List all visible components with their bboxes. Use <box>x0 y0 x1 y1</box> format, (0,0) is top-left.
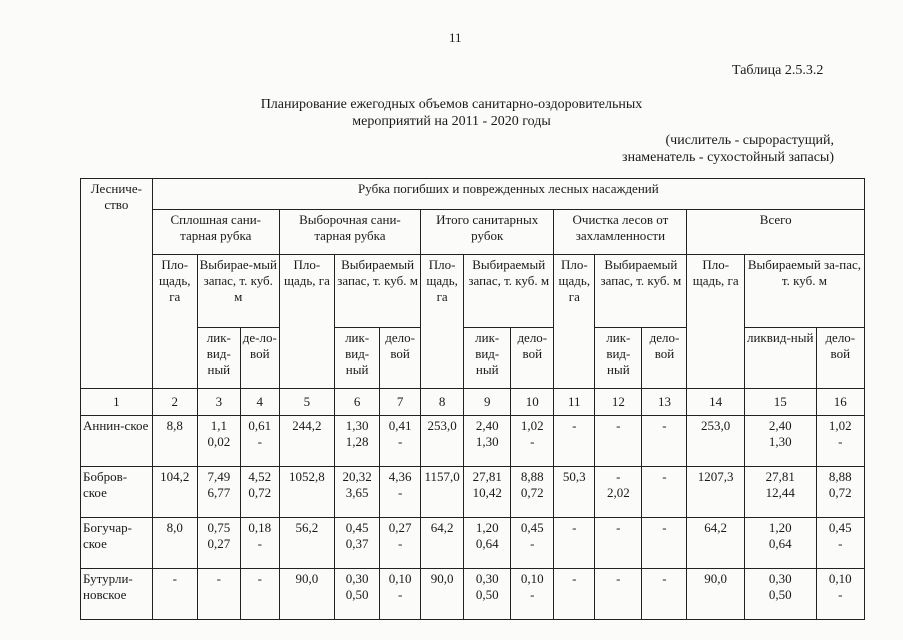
table-cell-col-16 <box>816 518 864 569</box>
fraction-value <box>248 520 271 552</box>
header-area-1: Пло-щадь, га <box>152 255 197 389</box>
denominator-value: 0,72 <box>248 485 272 500</box>
numerator-value: 8,88 <box>520 469 544 484</box>
table-cell-col-8: 64,2 <box>421 518 464 569</box>
column-number-14: 14 <box>687 389 744 416</box>
fraction-value <box>829 418 852 450</box>
denominator-value: 0,27 <box>207 536 231 551</box>
fraction-value <box>607 469 630 501</box>
fraction-value <box>207 418 230 450</box>
denominator-value: 0,50 <box>475 587 499 602</box>
table-row <box>81 569 865 620</box>
header-liquid-5: ликвид-ный <box>744 328 816 389</box>
table-cell-col-6 <box>335 467 380 518</box>
fraction-value <box>342 469 371 501</box>
numerator-value: 0,41 <box>388 418 412 433</box>
column-number-10: 10 <box>511 389 554 416</box>
denominator-value: - <box>397 587 403 602</box>
table-row <box>81 518 865 569</box>
column-number-1: 1 <box>81 389 153 416</box>
table-cell-col-16 <box>816 467 864 518</box>
column-number-3: 3 <box>197 389 240 416</box>
denominator-value: 0,72 <box>828 485 852 500</box>
table-cell-col-13: - <box>642 569 687 620</box>
header-main-group: Рубка погибших и поврежденных лесных насаждений <box>152 179 864 210</box>
header-business-4: дело-вой <box>642 328 687 389</box>
denominator-value: - <box>530 587 535 602</box>
numerator-value: 4,36 <box>388 469 412 484</box>
denominator-value: 10,42 <box>472 485 502 500</box>
header-forestry: Лесниче-ство <box>81 179 153 389</box>
column-number-4: 4 <box>240 389 279 416</box>
column-number-16: 16 <box>816 389 864 416</box>
fraction-value <box>769 571 792 603</box>
table-cell-col-15 <box>744 467 816 518</box>
numerator-value: 1,20 <box>768 520 792 535</box>
table-cell-col-8: 1157,0 <box>421 467 464 518</box>
numerator-value: - <box>616 469 621 484</box>
table-cell-col-10 <box>511 569 554 620</box>
denominator-value: - <box>257 434 262 449</box>
table-cell-col-8: 90,0 <box>421 569 464 620</box>
table-cell-col-4: - <box>240 569 279 620</box>
table-cell-col-15 <box>744 518 816 569</box>
table-note <box>622 132 834 166</box>
table-cell-col-13: - <box>642 518 687 569</box>
header-area-3: Пло-щадь, га <box>421 255 464 389</box>
header-group-5: Всего <box>687 210 865 255</box>
table-cell-col-12 <box>595 467 642 518</box>
forestry-name: Бобров-ское <box>81 467 153 518</box>
table-cell-col-4 <box>240 416 279 467</box>
denominator-value: - <box>397 536 403 551</box>
table-cell-col-10 <box>511 518 554 569</box>
fraction-value <box>769 520 792 552</box>
fraction-value <box>389 418 412 450</box>
column-number-12: 12 <box>595 389 642 416</box>
header-area-4: Пло-щадь, га <box>554 255 595 389</box>
column-number-7: 7 <box>380 389 421 416</box>
denominator-value: - <box>530 536 535 551</box>
numerator-value: 0,30 <box>475 571 499 586</box>
header-stock-4: Выбираемый запас, т. куб. м <box>595 255 687 328</box>
denominator-value: 0,64 <box>768 536 792 551</box>
table-cell-col-3: - <box>197 569 240 620</box>
fraction-value <box>389 469 412 501</box>
header-liquid-2: лик-вид-ный <box>335 328 380 389</box>
numerator-value: 0,10 <box>828 571 852 586</box>
denominator-value: - <box>530 434 535 449</box>
table-cell-col-11: - <box>554 569 595 620</box>
forestry-name: Богучар-ское <box>81 518 153 569</box>
table-cell-col-7 <box>380 416 421 467</box>
table-cell-col-6 <box>335 569 380 620</box>
table-cell-col-12: - <box>595 518 642 569</box>
table-row <box>81 467 865 518</box>
table-cell-col-10 <box>511 416 554 467</box>
table-cell-col-4 <box>240 467 279 518</box>
fraction-value <box>766 469 795 501</box>
fraction-value <box>829 571 852 603</box>
denominator-value: 6,77 <box>207 485 231 500</box>
numerator-value: 7,49 <box>207 469 231 484</box>
denominator-value: 0,37 <box>345 536 369 551</box>
forestry-name: Бутурли-новское <box>81 569 153 620</box>
denominator-value: 0,50 <box>768 587 792 602</box>
table-cell-col-10 <box>511 467 554 518</box>
numerator-value: 0,45 <box>828 520 852 535</box>
header-group-1: Сплошная сани-тарная рубка <box>152 210 279 255</box>
denominator-value: - <box>838 536 843 551</box>
fraction-value <box>346 520 369 552</box>
table-cell-col-7 <box>380 569 421 620</box>
page-number: 11 <box>449 30 462 45</box>
table-cell-col-13: - <box>642 416 687 467</box>
header-liquid-1: лик-вид-ный <box>197 328 240 389</box>
table-cell-col-6 <box>335 416 380 467</box>
numerator-value: 0,30 <box>345 571 369 586</box>
note-line-1: (числитель - сырорастущий, <box>665 133 834 148</box>
header-area-2: Пло-щадь, га <box>279 255 334 389</box>
numerator-value: 0,18 <box>248 520 272 535</box>
column-number-row <box>81 389 865 416</box>
table-cell-col-5: 1052,8 <box>279 467 334 518</box>
numerator-value: 1,1 <box>210 418 227 433</box>
numerator-value: 1,02 <box>520 418 544 433</box>
fraction-value <box>346 418 369 450</box>
table-cell-col-2: 104,2 <box>152 467 197 518</box>
table-cell-col-15 <box>744 569 816 620</box>
numerator-value: 27,81 <box>765 469 795 484</box>
table-cell-col-2: - <box>152 569 197 620</box>
denominator-value: 3,65 <box>345 485 369 500</box>
table-cell-col-5: 56,2 <box>279 518 334 569</box>
table-cell-col-9 <box>464 467 511 518</box>
table-cell-col-15 <box>744 416 816 467</box>
header-stock-5: Выбираемый за-пас, т. куб. м <box>744 255 864 328</box>
numerator-value: 4,52 <box>248 469 272 484</box>
table-cell-col-14: 90,0 <box>687 569 744 620</box>
table-cell-col-14: 1207,3 <box>687 467 744 518</box>
header-business-1: де-ло-вой <box>240 328 279 389</box>
column-number-8: 8 <box>421 389 464 416</box>
fraction-value <box>476 418 499 450</box>
fraction-value <box>521 520 544 552</box>
header-group-4: Очистка лесов от захламленности <box>554 210 687 255</box>
column-number-13: 13 <box>642 389 687 416</box>
table-cell-col-11: 50,3 <box>554 467 595 518</box>
denominator-value: 1,28 <box>345 434 369 449</box>
numerator-value: 0,10 <box>388 571 412 586</box>
header-stock-1: Выбирае-мый запас, т. куб. м <box>197 255 279 328</box>
fraction-value <box>248 418 271 450</box>
table-row <box>81 416 865 467</box>
fraction-value <box>476 571 499 603</box>
numerator-value: 1,02 <box>828 418 852 433</box>
denominator-value: 12,44 <box>765 485 795 500</box>
denominator-value: 0,50 <box>345 587 369 602</box>
fraction-value <box>389 520 412 552</box>
table-cell-col-14: 253,0 <box>687 416 744 467</box>
table-cell-col-12: - <box>595 569 642 620</box>
header-area-5: Пло-щадь, га <box>687 255 744 389</box>
forestry-name: Аннин-ское <box>81 416 153 467</box>
denominator-value: - <box>838 587 843 602</box>
denominator-value: 1,30 <box>475 434 499 449</box>
table-cell-col-6 <box>335 518 380 569</box>
fraction-value <box>769 418 792 450</box>
fraction-value <box>521 418 544 450</box>
table-cell-col-2: 8,8 <box>152 416 197 467</box>
numerator-value: 1,30 <box>345 418 369 433</box>
fraction-value <box>521 469 544 501</box>
fraction-value <box>389 571 412 603</box>
table-cell-col-7 <box>380 467 421 518</box>
fraction-value <box>207 469 230 501</box>
table-cell-col-11: - <box>554 416 595 467</box>
column-number-2: 2 <box>152 389 197 416</box>
numerator-value: 20,32 <box>342 469 372 484</box>
table-title <box>0 96 903 130</box>
column-number-11: 11 <box>554 389 595 416</box>
fraction-value <box>473 469 502 501</box>
denominator-value: - <box>257 536 262 551</box>
fraction-value <box>521 571 544 603</box>
table-cell-col-11: - <box>554 518 595 569</box>
title-line-1: Планирование ежегодных объемов санитарно-оздоровительных <box>260 97 643 112</box>
column-number-6: 6 <box>335 389 380 416</box>
fraction-value <box>248 469 271 501</box>
table-cell-col-3 <box>197 518 240 569</box>
header-group-3: Итого санитарных рубок <box>421 210 554 255</box>
table-cell-col-16 <box>816 569 864 620</box>
fraction-value <box>476 520 499 552</box>
numerator-value: 8,88 <box>828 469 852 484</box>
numerator-value: 1,20 <box>475 520 499 535</box>
denominator-value: 1,30 <box>768 434 792 449</box>
fraction-value <box>829 469 852 501</box>
numerator-value: 0,45 <box>520 520 544 535</box>
numerator-value: 0,61 <box>248 418 272 433</box>
table-cell-col-7 <box>380 518 421 569</box>
denominator-value: 0,64 <box>475 536 499 551</box>
denominator-value: 2,02 <box>606 485 630 500</box>
numerator-value: 0,45 <box>345 520 369 535</box>
table-cell-col-9 <box>464 569 511 620</box>
table-cell-col-8: 253,0 <box>421 416 464 467</box>
table-cell-col-16 <box>816 416 864 467</box>
title-line-2: мероприятий на 2011 - 2020 годы <box>352 114 551 129</box>
header-stock-3: Выбираемый запас, т. куб. м <box>464 255 554 328</box>
data-table <box>80 178 865 620</box>
header-liquid-4: лик-вид-ный <box>595 328 642 389</box>
denominator-value: 0,02 <box>207 434 231 449</box>
numerator-value: 2,40 <box>475 418 499 433</box>
column-number-9: 9 <box>464 389 511 416</box>
fraction-value <box>207 520 230 552</box>
denominator-value: - <box>397 485 403 500</box>
table-cell-col-5: 90,0 <box>279 569 334 620</box>
table-cell-col-5: 244,2 <box>279 416 334 467</box>
header-business-3: дело-вой <box>511 328 554 389</box>
table-cell-col-4 <box>240 518 279 569</box>
table-cell-col-3 <box>197 467 240 518</box>
column-number-5: 5 <box>279 389 334 416</box>
denominator-value: 0,72 <box>520 485 544 500</box>
note-line-2: знаменатель - сухостойный запасы) <box>622 150 834 165</box>
numerator-value: 0,30 <box>768 571 792 586</box>
fraction-value <box>829 520 852 552</box>
table-cell-col-14: 64,2 <box>687 518 744 569</box>
denominator-value: - <box>838 434 843 449</box>
header-business-5: дело-вой <box>816 328 864 389</box>
fraction-value <box>346 571 369 603</box>
column-number-15: 15 <box>744 389 816 416</box>
header-group-2: Выборочная сани-тарная рубка <box>279 210 420 255</box>
table-cell-col-9 <box>464 518 511 569</box>
numerator-value: 2,40 <box>768 418 792 433</box>
table-cell-col-12: - <box>595 416 642 467</box>
denominator-value: - <box>397 434 403 449</box>
numerator-value: 0,27 <box>388 520 412 535</box>
table-cell-col-3 <box>197 416 240 467</box>
numerator-value: 27,81 <box>472 469 502 484</box>
table-label: Таблица 2.5.3.2 <box>732 63 824 78</box>
table-cell-col-9 <box>464 416 511 467</box>
header-liquid-3: лик-вид-ный <box>464 328 511 389</box>
table-body <box>81 416 865 620</box>
header-stock-2: Выбираемый запас, т. куб. м <box>335 255 421 328</box>
numerator-value: 0,10 <box>520 571 544 586</box>
header-business-2: дело-вой <box>380 328 421 389</box>
table-cell-col-2: 8,0 <box>152 518 197 569</box>
numerator-value: 0,75 <box>207 520 231 535</box>
table-cell-col-13: - <box>642 467 687 518</box>
